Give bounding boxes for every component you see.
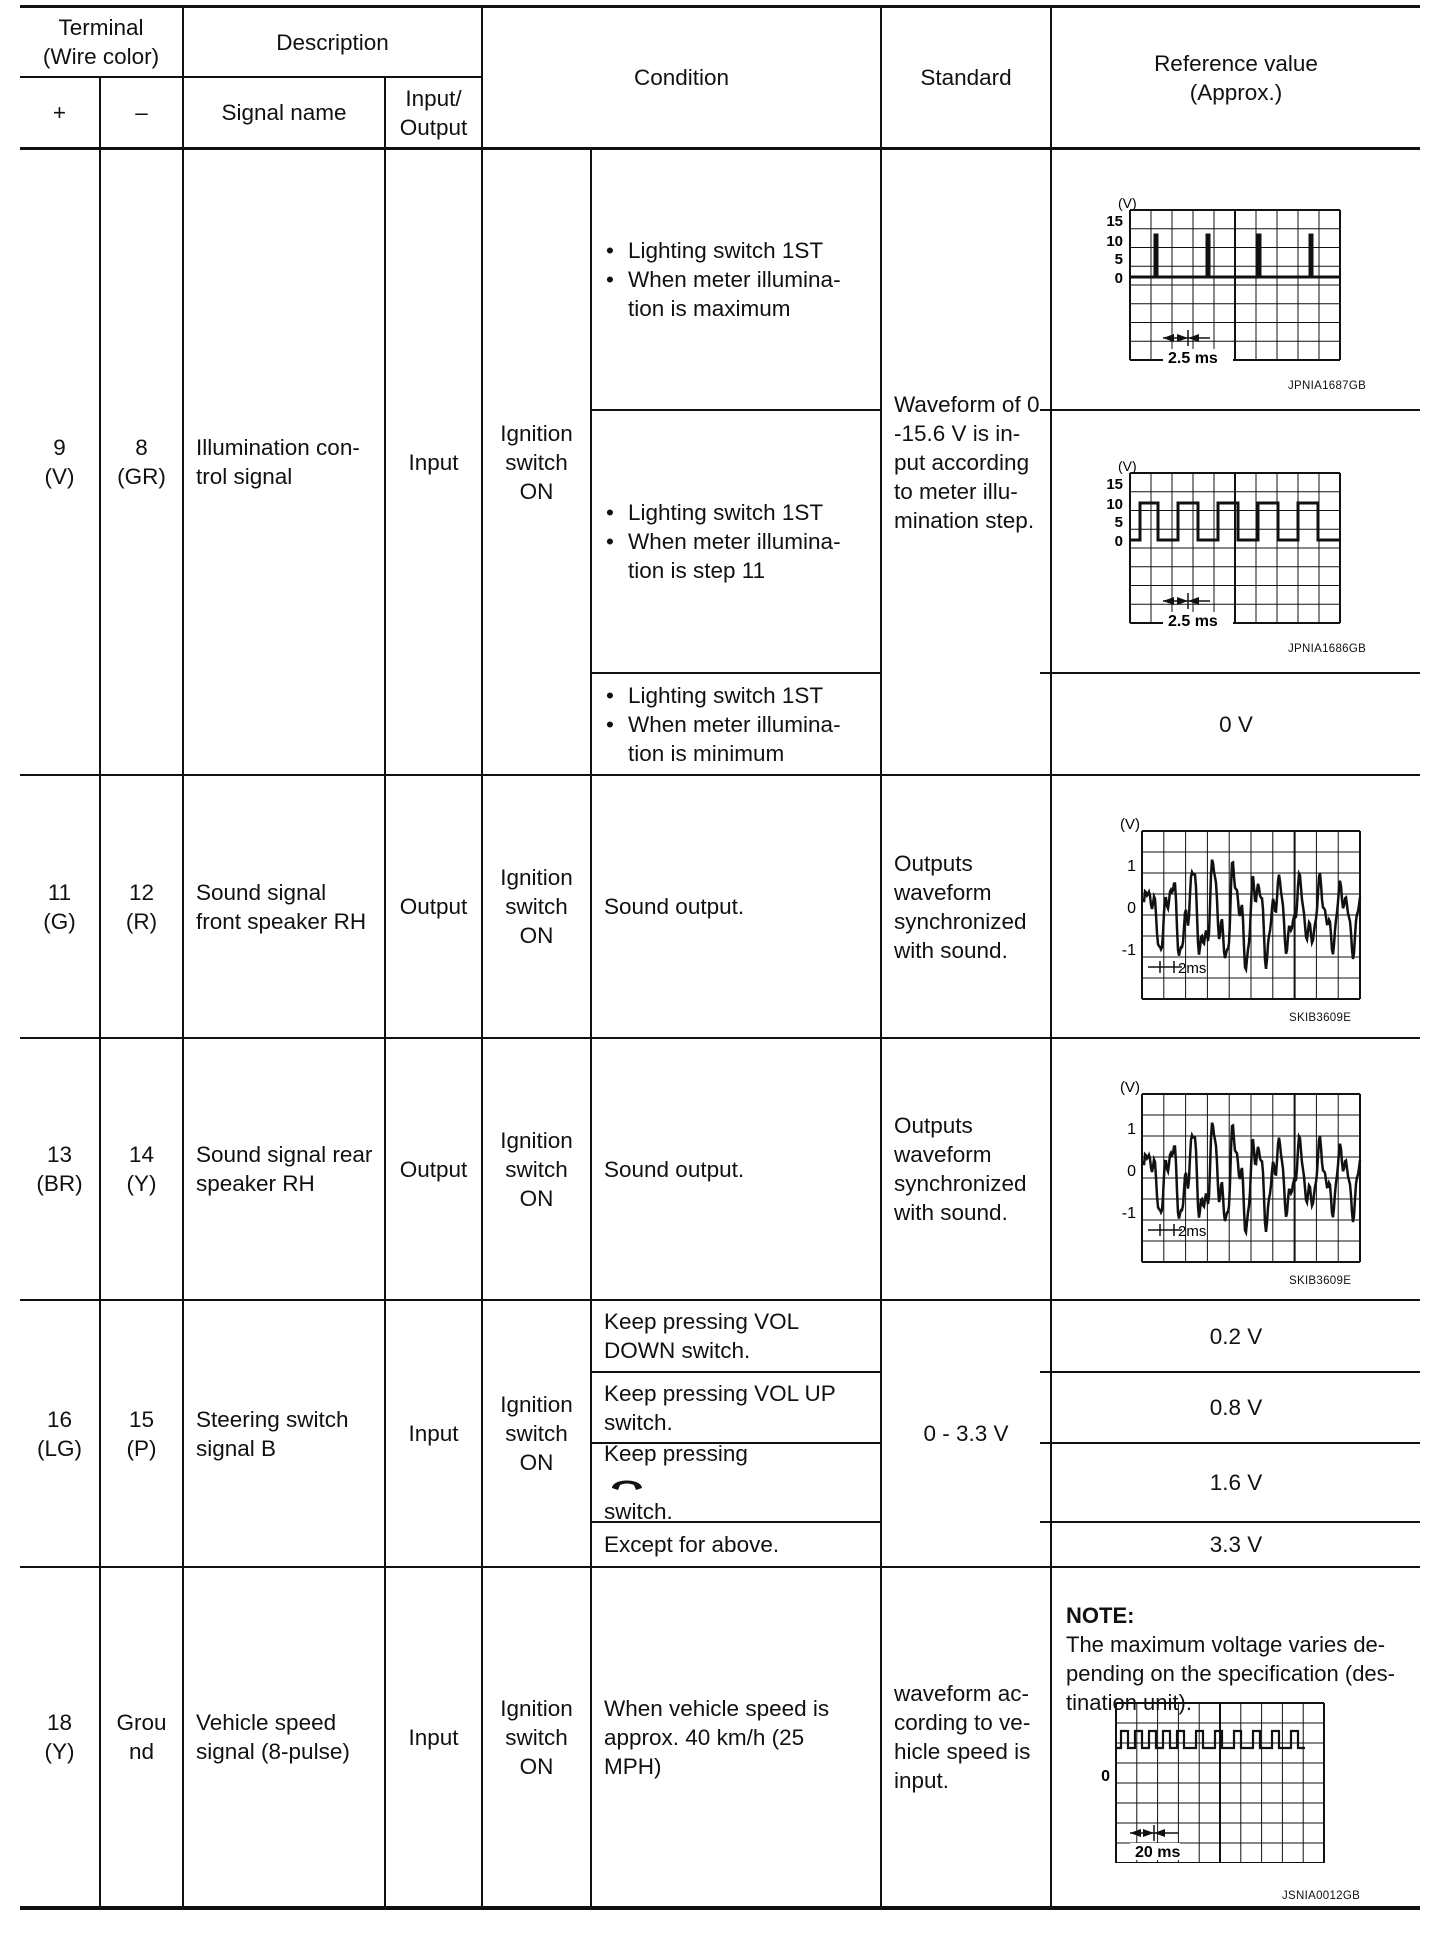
- waveform-square-figure: [1090, 453, 1380, 633]
- sub-condition: Sound output.: [604, 894, 745, 919]
- waveform-sound-figure: [1090, 1074, 1380, 1279]
- input-output: Output: [399, 1156, 468, 1182]
- axis-tick: 5: [1114, 514, 1123, 531]
- header-plus: +: [52, 100, 67, 125]
- axis-unit: (V): [1118, 458, 1137, 474]
- grid: [1130, 210, 1340, 360]
- sub-condition: When vehicle speed is approx. 40 km/h (25 MPH): [604, 1695, 830, 1779]
- sub-condition-text: switch.: [604, 1499, 673, 1524]
- arrow-head: [1130, 1829, 1141, 1837]
- axis-tick: 10: [1106, 233, 1123, 250]
- axis-tick: 1: [1127, 1121, 1136, 1138]
- axis-tick: 5: [1114, 251, 1123, 268]
- axis-unit: (V): [1120, 816, 1140, 833]
- signal-name: Vehicle speed signal (8-pulse): [196, 1710, 350, 1764]
- header-description: Description: [276, 29, 389, 55]
- figure-code: JSNIA0012GB: [1282, 1890, 1361, 1902]
- condition-item: • When meter illumina- tion is maximum: [604, 265, 841, 323]
- sub-condition: [592, 150, 880, 409]
- note-text: The maximum voltage varies de- pending on the specification (des- tination unit).: [1066, 1632, 1395, 1715]
- standard: Outputs waveform synchronized with sound.: [894, 1113, 1027, 1225]
- header-standard: Standard: [920, 65, 1012, 90]
- signal-name: Illumination con- trol signal: [196, 435, 360, 489]
- condition-item: • When meter illumina- tion is step 11: [604, 527, 841, 585]
- terminal-plus: 16 (LG): [37, 1406, 82, 1461]
- period-label: 2ms: [1178, 1223, 1207, 1240]
- input-output: Input: [408, 1724, 459, 1750]
- reference-value: 1.6 V: [1209, 1470, 1263, 1495]
- sub-condition: [592, 411, 880, 672]
- standard: 0 - 3.3 V: [923, 1421, 1009, 1446]
- axis-tick: 0: [1127, 1163, 1136, 1180]
- terminal-minus: 12 (R): [125, 879, 158, 934]
- terminal-plus: 18 (Y): [44, 1710, 75, 1764]
- standard: Waveform of 0 -15.6 V is in- put according to meter illu- mination step.: [894, 391, 1040, 533]
- input-output: Input: [408, 1421, 459, 1446]
- axis-tick: -1: [1121, 942, 1136, 959]
- header-minus: –: [135, 100, 148, 125]
- sub-condition: [592, 1441, 880, 1524]
- axis-tick: 15: [1106, 213, 1123, 230]
- figure-code: JPNIA1687GB: [1288, 380, 1367, 392]
- axis-tick: 10: [1106, 496, 1123, 513]
- reference-value: 0 V: [1219, 711, 1253, 737]
- waveform-sound-chart: [1090, 811, 1380, 1011]
- axis-tick: 0: [1101, 1768, 1110, 1785]
- waveform-square-chart: [1090, 453, 1380, 628]
- signal-name: Sound signal rear speaker RH: [196, 1142, 373, 1196]
- axis-tick: 1: [1127, 858, 1136, 875]
- input-output: Input: [408, 449, 459, 475]
- col-divider: [1050, 5, 1052, 1908]
- grid: [1130, 473, 1340, 623]
- condition-item: • Lighting switch 1ST: [604, 236, 841, 265]
- signal-name: Steering switch signal B: [196, 1406, 349, 1461]
- axis-tick: 0: [1127, 900, 1136, 917]
- period-label: 2.5 ms: [1168, 613, 1218, 628]
- sub-condition: Keep pressing VOL UP switch.: [604, 1380, 836, 1435]
- sub-condition-text: Keep pressing: [604, 1441, 748, 1466]
- period-label: 2ms: [1178, 960, 1207, 977]
- grid: [1116, 1703, 1324, 1863]
- rule-bottom: [20, 1906, 1420, 1910]
- figure-code: JPNIA1686GB: [1288, 643, 1367, 655]
- waveform-pulse-figure: [1090, 190, 1380, 370]
- figure-code: SKIB3609E: [1289, 1012, 1352, 1024]
- waveform-speed-chart: [1090, 1693, 1350, 1863]
- axis-unit: (V): [1118, 195, 1137, 211]
- terminal-plus: 9 (V): [44, 435, 75, 489]
- axis-tick: 0: [1114, 533, 1123, 550]
- terminal-table: [20, 5, 1420, 1929]
- waveform-sound-chart: [1090, 1074, 1380, 1274]
- header-reference: Reference value (Approx.): [1154, 50, 1318, 105]
- header-signal-name: Signal name: [221, 100, 347, 125]
- sub-condition: [592, 674, 880, 774]
- waveform-sound-figure: [1090, 811, 1380, 1016]
- waveform-speed-figure: [1090, 1693, 1350, 1868]
- standard: Outputs waveform synchronized with sound.: [894, 850, 1027, 963]
- figure-code: SKIB3609E: [1289, 1275, 1352, 1287]
- condition-item: • Lighting switch 1ST: [604, 681, 841, 710]
- terminal-plus: 13 (BR): [36, 1142, 83, 1196]
- sub-condition: Keep pressing VOL DOWN switch.: [604, 1309, 800, 1363]
- waveform-trace: [1116, 1731, 1305, 1748]
- standard: waveform ac- cording to ve- hicle speed is input.: [894, 1681, 1031, 1793]
- reference-value: 3.3 V: [1209, 1532, 1263, 1557]
- terminal-minus: 15 (P): [126, 1406, 157, 1461]
- header-terminal: Terminal (Wire color): [42, 15, 160, 69]
- reference-value: 0.2 V: [1209, 1323, 1263, 1349]
- condition: Ignition switch ON: [500, 1392, 573, 1475]
- period-label: 2.5 ms: [1168, 350, 1218, 365]
- arrow-head: [1143, 1829, 1154, 1837]
- condition-item: • When meter illumina- tion is minimum: [604, 710, 841, 768]
- condition: Ignition switch ON: [500, 1127, 573, 1211]
- phone-hang-up-icon: [610, 1474, 644, 1492]
- input-output: Output: [399, 894, 468, 919]
- condition-item: • Lighting switch 1ST: [604, 498, 841, 527]
- note-title: NOTE:: [1066, 1603, 1135, 1628]
- signal-name: Sound signal front speaker RH: [196, 879, 367, 934]
- reference-value: 0.8 V: [1209, 1395, 1263, 1420]
- rule: [1040, 409, 1420, 411]
- axis-tick: 0: [1114, 270, 1123, 287]
- terminal-minus: 14 (Y): [126, 1142, 157, 1196]
- terminal-minus: 8 (GR): [117, 435, 166, 489]
- condition: Ignition switch ON: [500, 1695, 573, 1779]
- sub-condition: Except for above.: [604, 1532, 780, 1557]
- condition: Ignition switch ON: [500, 420, 573, 504]
- terminal-plus: 11 (G): [43, 879, 76, 934]
- header-input-output: Input/ Output: [399, 85, 468, 140]
- axis-unit: (V): [1120, 1079, 1140, 1096]
- arrow-head: [1154, 1829, 1165, 1837]
- sub-condition: Sound output.: [604, 1156, 745, 1182]
- axis-tick: -1: [1121, 1205, 1136, 1222]
- period-label: 20 ms: [1135, 1844, 1181, 1861]
- waveform-pulse-chart: [1090, 190, 1380, 365]
- condition: Ignition switch ON: [500, 865, 573, 948]
- header-condition: Condition: [633, 65, 730, 90]
- axis-tick: 15: [1106, 476, 1123, 493]
- terminal-minus: Grou nd: [116, 1710, 167, 1764]
